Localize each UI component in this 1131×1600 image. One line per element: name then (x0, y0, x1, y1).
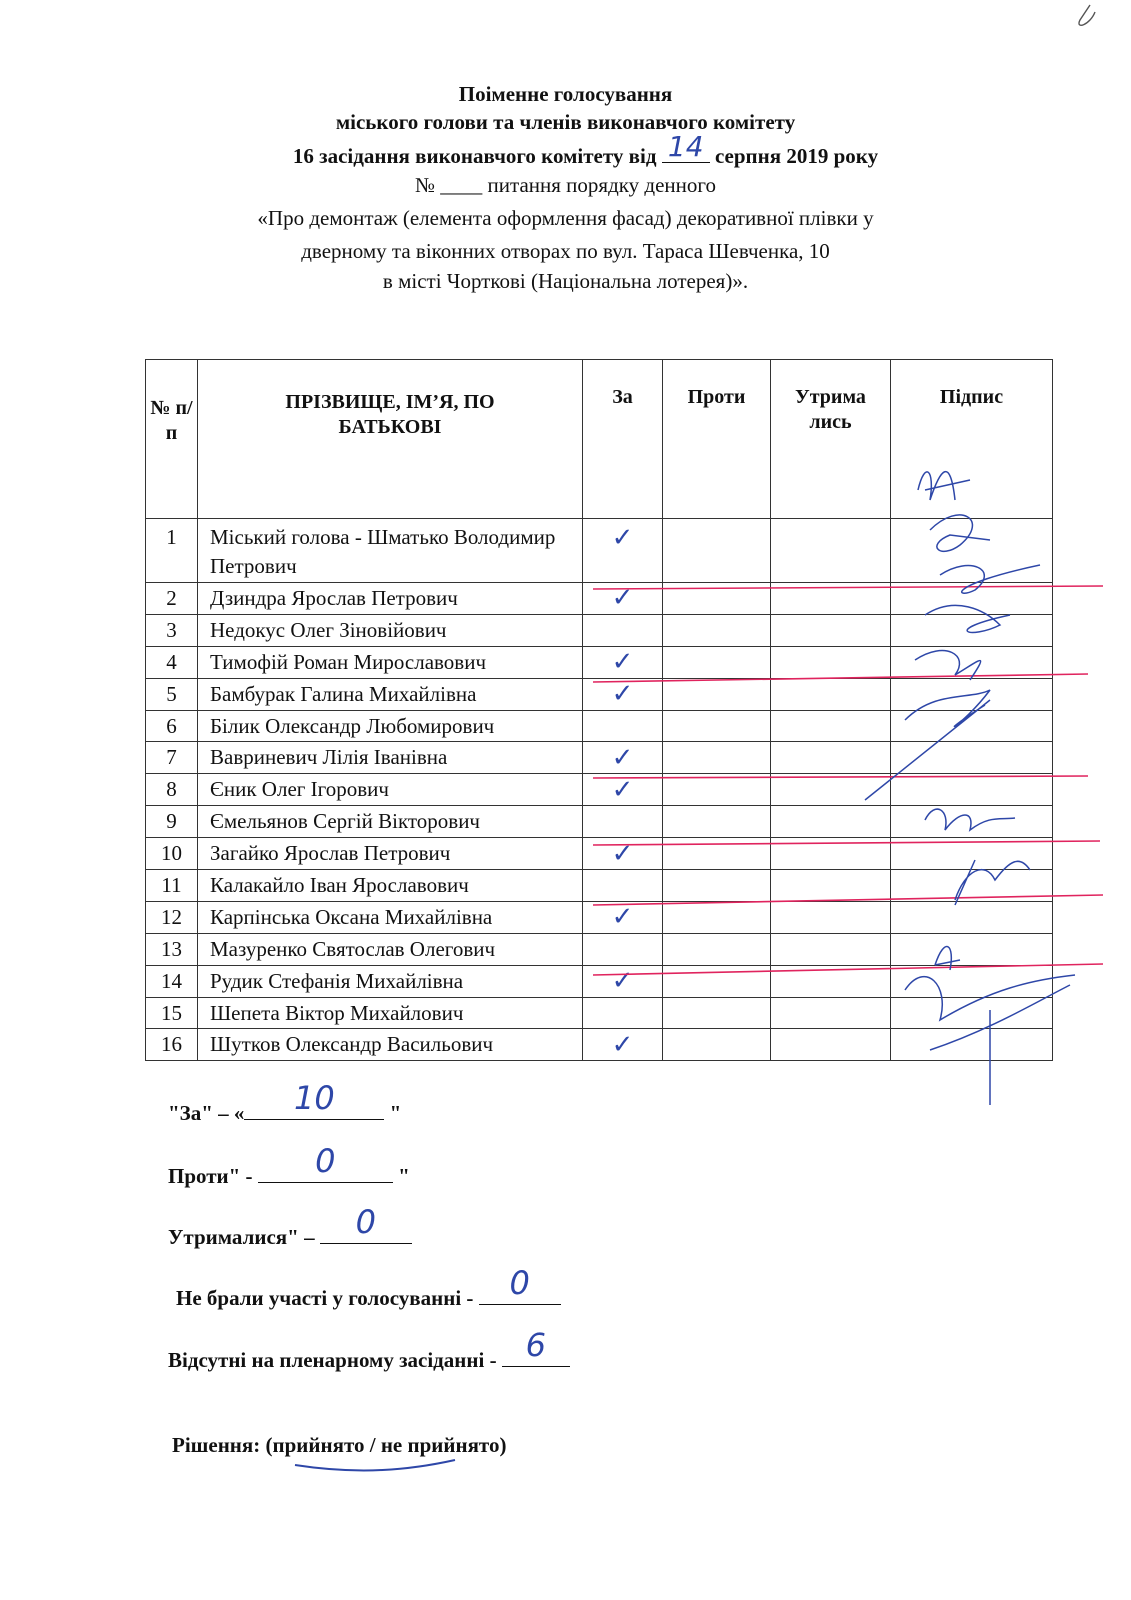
table-row (146, 1029, 1053, 1061)
signature-cell (891, 519, 1053, 583)
summary-not-participated-label: Не брали участі у голосуванні - (176, 1286, 479, 1310)
session-date-rest: серпня 2019 року (714, 144, 879, 168)
vote-for-check (583, 870, 663, 902)
table-row (146, 901, 1053, 933)
table-header-row (146, 360, 1053, 519)
session-text: 16 засідання виконавчого комітету від (292, 144, 657, 168)
signature-cell (891, 997, 1053, 1029)
doc-subtitle: міського голови та членів виконавчого комітету (335, 110, 796, 134)
vote-abstained-cell (771, 774, 891, 806)
col-header-signature: Підпис (891, 360, 1053, 519)
vote-for-check: ✓ (583, 583, 663, 615)
col-header-name: ПРІЗВИЩЕ, ІМ’Я, ПО БАТЬКОВІ (198, 360, 583, 519)
agenda-topic-line1: «Про демонтаж (елемента оформлення фасад) декоративної плівки у (257, 206, 874, 230)
vote-for-check: ✓ (583, 742, 663, 774)
vote-against-cell (663, 965, 771, 997)
row-num: 4 (146, 646, 198, 678)
summary-for-label: "За" – « (168, 1101, 245, 1125)
table-row (146, 965, 1053, 997)
signature-cell (891, 901, 1053, 933)
summary-absent (168, 1326, 570, 1373)
signature-cell (891, 965, 1053, 997)
vote-against-cell (663, 838, 771, 870)
signature-cell (891, 742, 1053, 774)
summary-not-participated-value: 0 (509, 1264, 530, 1302)
summary-for-end: " (384, 1101, 402, 1125)
vote-abstained-cell (771, 710, 891, 742)
row-num: 15 (146, 997, 198, 1029)
corner-mark (1079, 5, 1095, 25)
vote-against-cell (663, 870, 771, 902)
summary-against-field (258, 1142, 393, 1183)
table-row (146, 870, 1053, 902)
decision-label: Рішення: (172, 1433, 266, 1457)
row-num: 10 (146, 838, 198, 870)
table-row (146, 997, 1053, 1029)
vote-abstained-cell (771, 838, 891, 870)
vote-against-cell (663, 742, 771, 774)
doc-title: Поіменне голосування (458, 82, 673, 106)
row-name: Ємельянов Сергій Вікторович (198, 806, 583, 838)
vote-for-check: ✓ (583, 901, 663, 933)
row-num: 6 (146, 710, 198, 742)
vote-against-cell (663, 997, 771, 1029)
vote-for-check (583, 933, 663, 965)
vote-against-cell (663, 614, 771, 646)
vote-abstained-cell (771, 742, 891, 774)
vote-abstained-cell (771, 614, 891, 646)
row-name: Шепета Віктор Михайлович (198, 997, 583, 1029)
row-num: 14 (146, 965, 198, 997)
vote-abstained-cell (771, 646, 891, 678)
session-line (0, 130, 1131, 169)
row-num: 16 (146, 1029, 198, 1061)
row-num: 12 (146, 901, 198, 933)
summary-for (168, 1079, 402, 1126)
vote-against-cell (663, 806, 771, 838)
signature-cell (891, 646, 1053, 678)
vote-for-check: ✓ (583, 678, 663, 710)
table-row (146, 710, 1053, 742)
vote-abstained-cell (771, 997, 891, 1029)
row-name: Шутков Олександр Васильович (198, 1029, 583, 1061)
col-header-for: За (583, 360, 663, 519)
vote-abstained-cell (771, 1029, 891, 1061)
vote-for-check: ✓ (583, 774, 663, 806)
signature-cell (891, 710, 1053, 742)
row-num: 11 (146, 870, 198, 902)
table-row (146, 583, 1053, 615)
vote-against-cell (663, 933, 771, 965)
vote-for-check (583, 710, 663, 742)
summary-against (168, 1142, 410, 1189)
row-num: 1 (146, 519, 198, 583)
signature-cell (891, 1029, 1053, 1061)
agenda-topic-line3: в місті Чорткові (Національна лотерея)». (382, 269, 749, 293)
row-name: Карпінська Оксана Михайлівна (198, 901, 583, 933)
summary-not-participated-field (479, 1264, 561, 1305)
row-name: Недокус Олег Зіновійович (198, 614, 583, 646)
vote-for-check: ✓ (583, 838, 663, 870)
vote-against-cell (663, 901, 771, 933)
row-name: Рудик Стефанія Михайлівна (198, 965, 583, 997)
col-header-abstained: Утрима лись (771, 360, 891, 519)
row-name: Вавриневич Лілія Іванівна (198, 742, 583, 774)
vote-against-cell (663, 710, 771, 742)
summary-decision (172, 1433, 506, 1458)
session-day-field (662, 130, 710, 163)
vote-abstained-cell (771, 965, 891, 997)
signature-cell (891, 678, 1053, 710)
summary-abstained-field (320, 1203, 412, 1244)
vote-against-cell (663, 646, 771, 678)
table-row (146, 519, 1053, 583)
summary-abstained-label: Утрималися" – (168, 1225, 320, 1249)
summary-against-end: " (392, 1164, 410, 1188)
row-num: 3 (146, 614, 198, 646)
vote-against-cell (663, 519, 771, 583)
signature-cell (891, 838, 1053, 870)
table-row (146, 806, 1053, 838)
vote-table (145, 359, 1053, 1061)
vote-abstained-cell (771, 933, 891, 965)
table-row (146, 678, 1053, 710)
table-row (146, 742, 1053, 774)
summary-against-value: 0 (315, 1142, 336, 1180)
vote-for-check: ✓ (583, 965, 663, 997)
summary-absent-label: Відсутні на пленарному засіданні - (168, 1348, 502, 1372)
vote-against-cell (663, 1029, 771, 1061)
row-num: 13 (146, 933, 198, 965)
row-num: 7 (146, 742, 198, 774)
row-name: Тимофій Роман Мирославович (198, 646, 583, 678)
vote-abstained-cell (771, 583, 891, 615)
table-row (146, 774, 1053, 806)
agenda-item-line: № ____ питання порядку денного (415, 173, 716, 197)
row-name: Калакайло Іван Ярославович (198, 870, 583, 902)
vote-for-check: ✓ (583, 646, 663, 678)
col-header-against: Проти (663, 360, 771, 519)
row-name: Єник Олег Ігорович (198, 774, 583, 806)
vote-against-cell (663, 583, 771, 615)
row-name: Дзиндра Ярослав Петрович (198, 583, 583, 615)
vote-abstained-cell (771, 678, 891, 710)
session-day-value: 14 (667, 130, 704, 163)
row-num: 8 (146, 774, 198, 806)
vote-abstained-cell (771, 519, 891, 583)
summary-abstained (168, 1203, 412, 1250)
table-row (146, 614, 1053, 646)
signature-cell (891, 583, 1053, 615)
row-name: Міський голова - Шматько Володимир Петрович (198, 519, 583, 583)
signature-cell (891, 933, 1053, 965)
summary-for-value: 10 (294, 1079, 335, 1117)
signature-cell (891, 806, 1053, 838)
vote-for-check (583, 997, 663, 1029)
vote-for-check (583, 614, 663, 646)
summary-not-participated (176, 1264, 561, 1311)
agenda-topic-line2: дверному та віконних отворах по вул. Тараса Шевченка, 10 (301, 239, 830, 263)
table-row (146, 646, 1053, 678)
col-header-num: № п/ п (146, 360, 198, 519)
row-name: Мазуренко Святослав Олегович (198, 933, 583, 965)
vote-against-cell (663, 774, 771, 806)
table-row (146, 933, 1053, 965)
vote-for-check: ✓ (583, 1029, 663, 1061)
summary-abstained-value: 0 (355, 1203, 377, 1241)
row-num: 2 (146, 583, 198, 615)
vote-for-check (583, 806, 663, 838)
vote-abstained-cell (771, 806, 891, 838)
vote-for-check: ✓ (583, 519, 663, 583)
vote-against-cell (663, 678, 771, 710)
signature-cell (891, 614, 1053, 646)
decision-underline (295, 1460, 455, 1470)
summary-for-field (244, 1079, 384, 1120)
vote-abstained-cell (771, 901, 891, 933)
summary-against-label: Проти" - (168, 1164, 258, 1188)
row-num: 9 (146, 806, 198, 838)
summary-absent-field (502, 1326, 570, 1367)
decision-options: (прийнято / не прийнято) (265, 1433, 507, 1457)
row-name: Бамбурак Галина Михайлівна (198, 678, 583, 710)
row-name: Загайко Ярослав Петрович (198, 838, 583, 870)
table-row (146, 838, 1053, 870)
signature-cell (891, 774, 1053, 806)
row-name: Білик Олександр Любомирович (198, 710, 583, 742)
signature-cell (891, 870, 1053, 902)
summary-absent-value: 6 (525, 1326, 547, 1364)
row-num: 5 (146, 678, 198, 710)
vote-abstained-cell (771, 870, 891, 902)
